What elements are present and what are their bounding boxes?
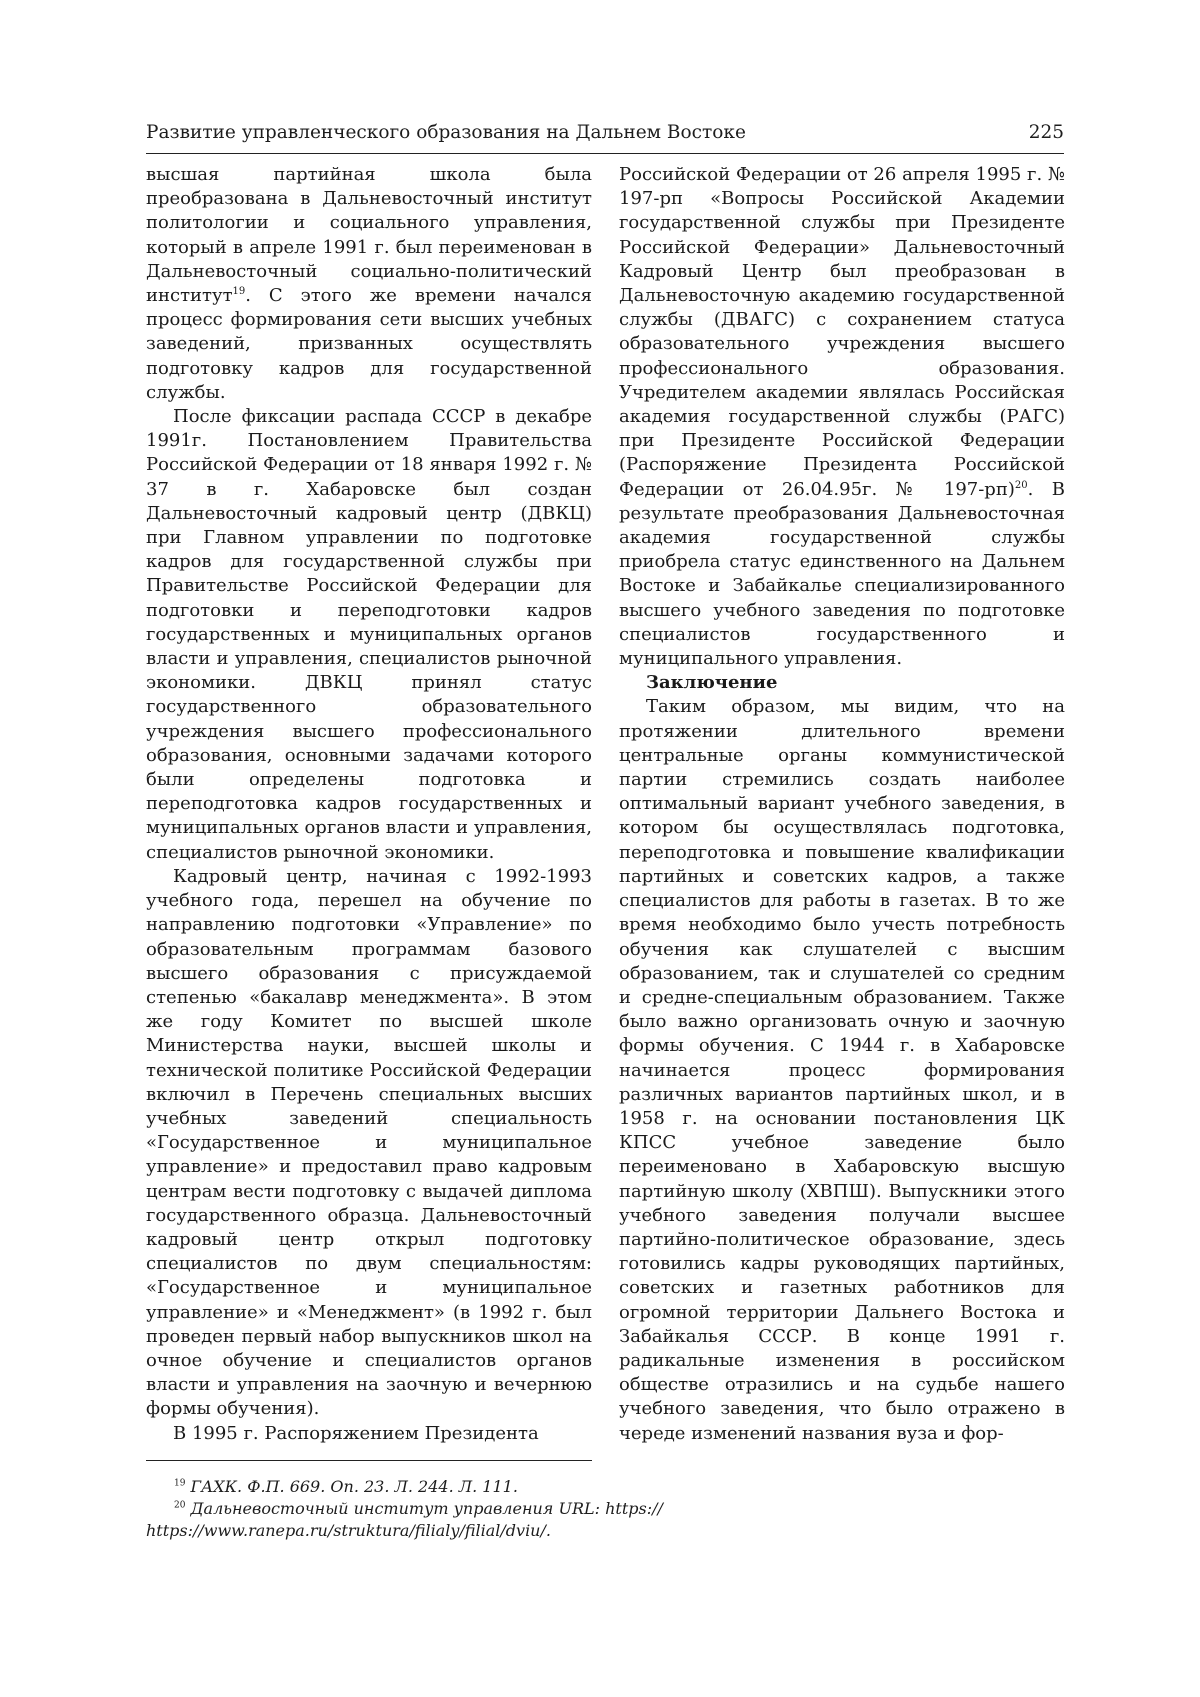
left-column bbox=[146, 163, 592, 1446]
footnote-ref[interactable]: 19 bbox=[232, 286, 246, 298]
paragraph: Таким образом, мы видим, что на протяжении длительного времени центральные органы коммунистической партии стремились создать наиболее оптимальный вариант учебного заведения, в котором бы осуществлялась подготовка, переподготовка и повышение квалификации партийных и советских кадров, а также специалистов для работы в газетах. В то же время необходимо было учесть потребность обучения как слушателей с высшим образованием, так и слушателей со средним и средне-специальным образованием. Также было важно организовать очную и заочную формы обучения. С 1944 г. в Хабаровске начинается процесс формирования различных вариантов партийных школ, и в 1958 г. на основании постановления ЦК КПСС учебное заведение было переименовано в Хабаровскую высшую партийную школу (ХВПШ). Выпускники этого учебного заведения получали высшее партийно-политическое образование, здесь готовились кадры руководящих партийных, советских и газетных работников для огромной территории Дальнего Востока и Забайкалья СССР. В конце 1991 г. радикальные изменения в российском обществе отразились и на судьбе нашего учебного заведения, что было отражено в череде изменений названия вуза и фор- bbox=[619, 696, 1065, 1444]
header-rule bbox=[146, 153, 1064, 154]
footnote-ref[interactable]: 20 bbox=[1014, 479, 1028, 491]
footnote bbox=[146, 1498, 1066, 1542]
paragraph-text: . В результате преобразования Дальневосточная академия государственной службы приобрела статус единственного на Дальнем Востоке и Забайкалье специализированного высшего учебного заведения по подготовке специалистов государственного и муниципального управления. bbox=[619, 478, 1066, 670]
paragraph-text: Российской Федерации от 26 апреля 1995 г. № 197-рп «Вопросы Российской Академии государственной службы при Президенте Российской Федерации» Дальневосточный Кадровый Центр был преобразован в Дальневосточную академию государственной службы (ДВАГС) с сохранением статуса образовательного учреждения высшего профессионального образования. Учредителем академии являлась Российская академия государственной службы (РАГС) при Президенте Российской Федерации (Распоряжение Президента Российской Федерации от 26.04.95г. № 197-рп) bbox=[619, 164, 1065, 500]
running-title: Развитие управленческого образования на Дальнем Востоке bbox=[146, 122, 746, 143]
footnote-number: 20 bbox=[174, 1500, 186, 1511]
paragraph-text: . С этого же времени начался процесс формирования сети высших учебных заведений, призванных осуществлять подготовку кадров для государственной службы. bbox=[146, 285, 592, 403]
right-column bbox=[619, 163, 1065, 1446]
footnote-rule bbox=[146, 1460, 592, 1461]
footnote bbox=[146, 1476, 1066, 1498]
paragraph: После фиксации распада СССР в декабре 1991г. Постановлением Правительства Российской Федерации от 18 января 1992 г. № 37 в г. Хабаровске был создан Дальневосточный кадровый центр (ДВКЦ) при Главном управлении по подготовке кадров для государственной службы при Правительстве Российской Федерации для подготовки и переподготовки кадров государственных и муниципальных органов власти и управления, специалистов рыночной экономики. ДВКЦ принял статус государственного образовательного учреждения высшего профессионального образования, основными задачами которого были определены подготовка и переподготовка кадров государственных и муниципальных органов власти и управления, специалистов рыночной экономики. bbox=[146, 406, 592, 863]
footnote-text: ГАХК. Ф.П. 669. Оп. 23. Л. 244. Л. 111. bbox=[190, 1477, 518, 1496]
paragraph: В 1995 г. Распоряжением Президента bbox=[173, 1422, 539, 1444]
paragraph bbox=[146, 163, 592, 405]
page-number: 225 bbox=[1028, 122, 1064, 143]
paragraph: Кадровый центр, начиная с 1992-1993 учебного года, перешел на обучение по направлению подготовки «Управление» по образовательным программам базового высшего образования с присуждаемой степенью «бакалавр менеджмента». В этом же году Комитет по высшей школе Министерства науки, высшей школы и технической политике Российской Федерации включил в Перечень специальных высших учебных заведений специальность «Государственное и муниципальное управление» и предоставил право кадровым центрам вести подготовку с выдачей диплома государственного образца. Дальневосточный кадровый центр открыл подготовку специалистов по двум специальностям: «Государственное и муниципальное управление» и «Менеджмент» (в 1992 г. был проведен первый набор выпускников школ на очное обучение и специалистов органов власти и управления на заочную и вечернюю формы обучения). bbox=[146, 865, 592, 1420]
footnotes bbox=[146, 1476, 1066, 1542]
section-heading: Заключение bbox=[646, 672, 778, 694]
footnote-number: 19 bbox=[174, 1478, 186, 1489]
running-header bbox=[146, 120, 1064, 150]
paragraph bbox=[619, 163, 1065, 671]
paragraph-text: высшая партийная школа была преобразована в Дальневосточный институт политологии и социального управления, который в апреле 1991 г. был переименован в Дальневосточный социально-политический институт bbox=[146, 164, 592, 307]
footnote-text[interactable]: Дальневосточный институт управления URL: https:// https://www.ranepa.ru/struktura/filialy/filial/dviu/. bbox=[146, 1499, 663, 1540]
